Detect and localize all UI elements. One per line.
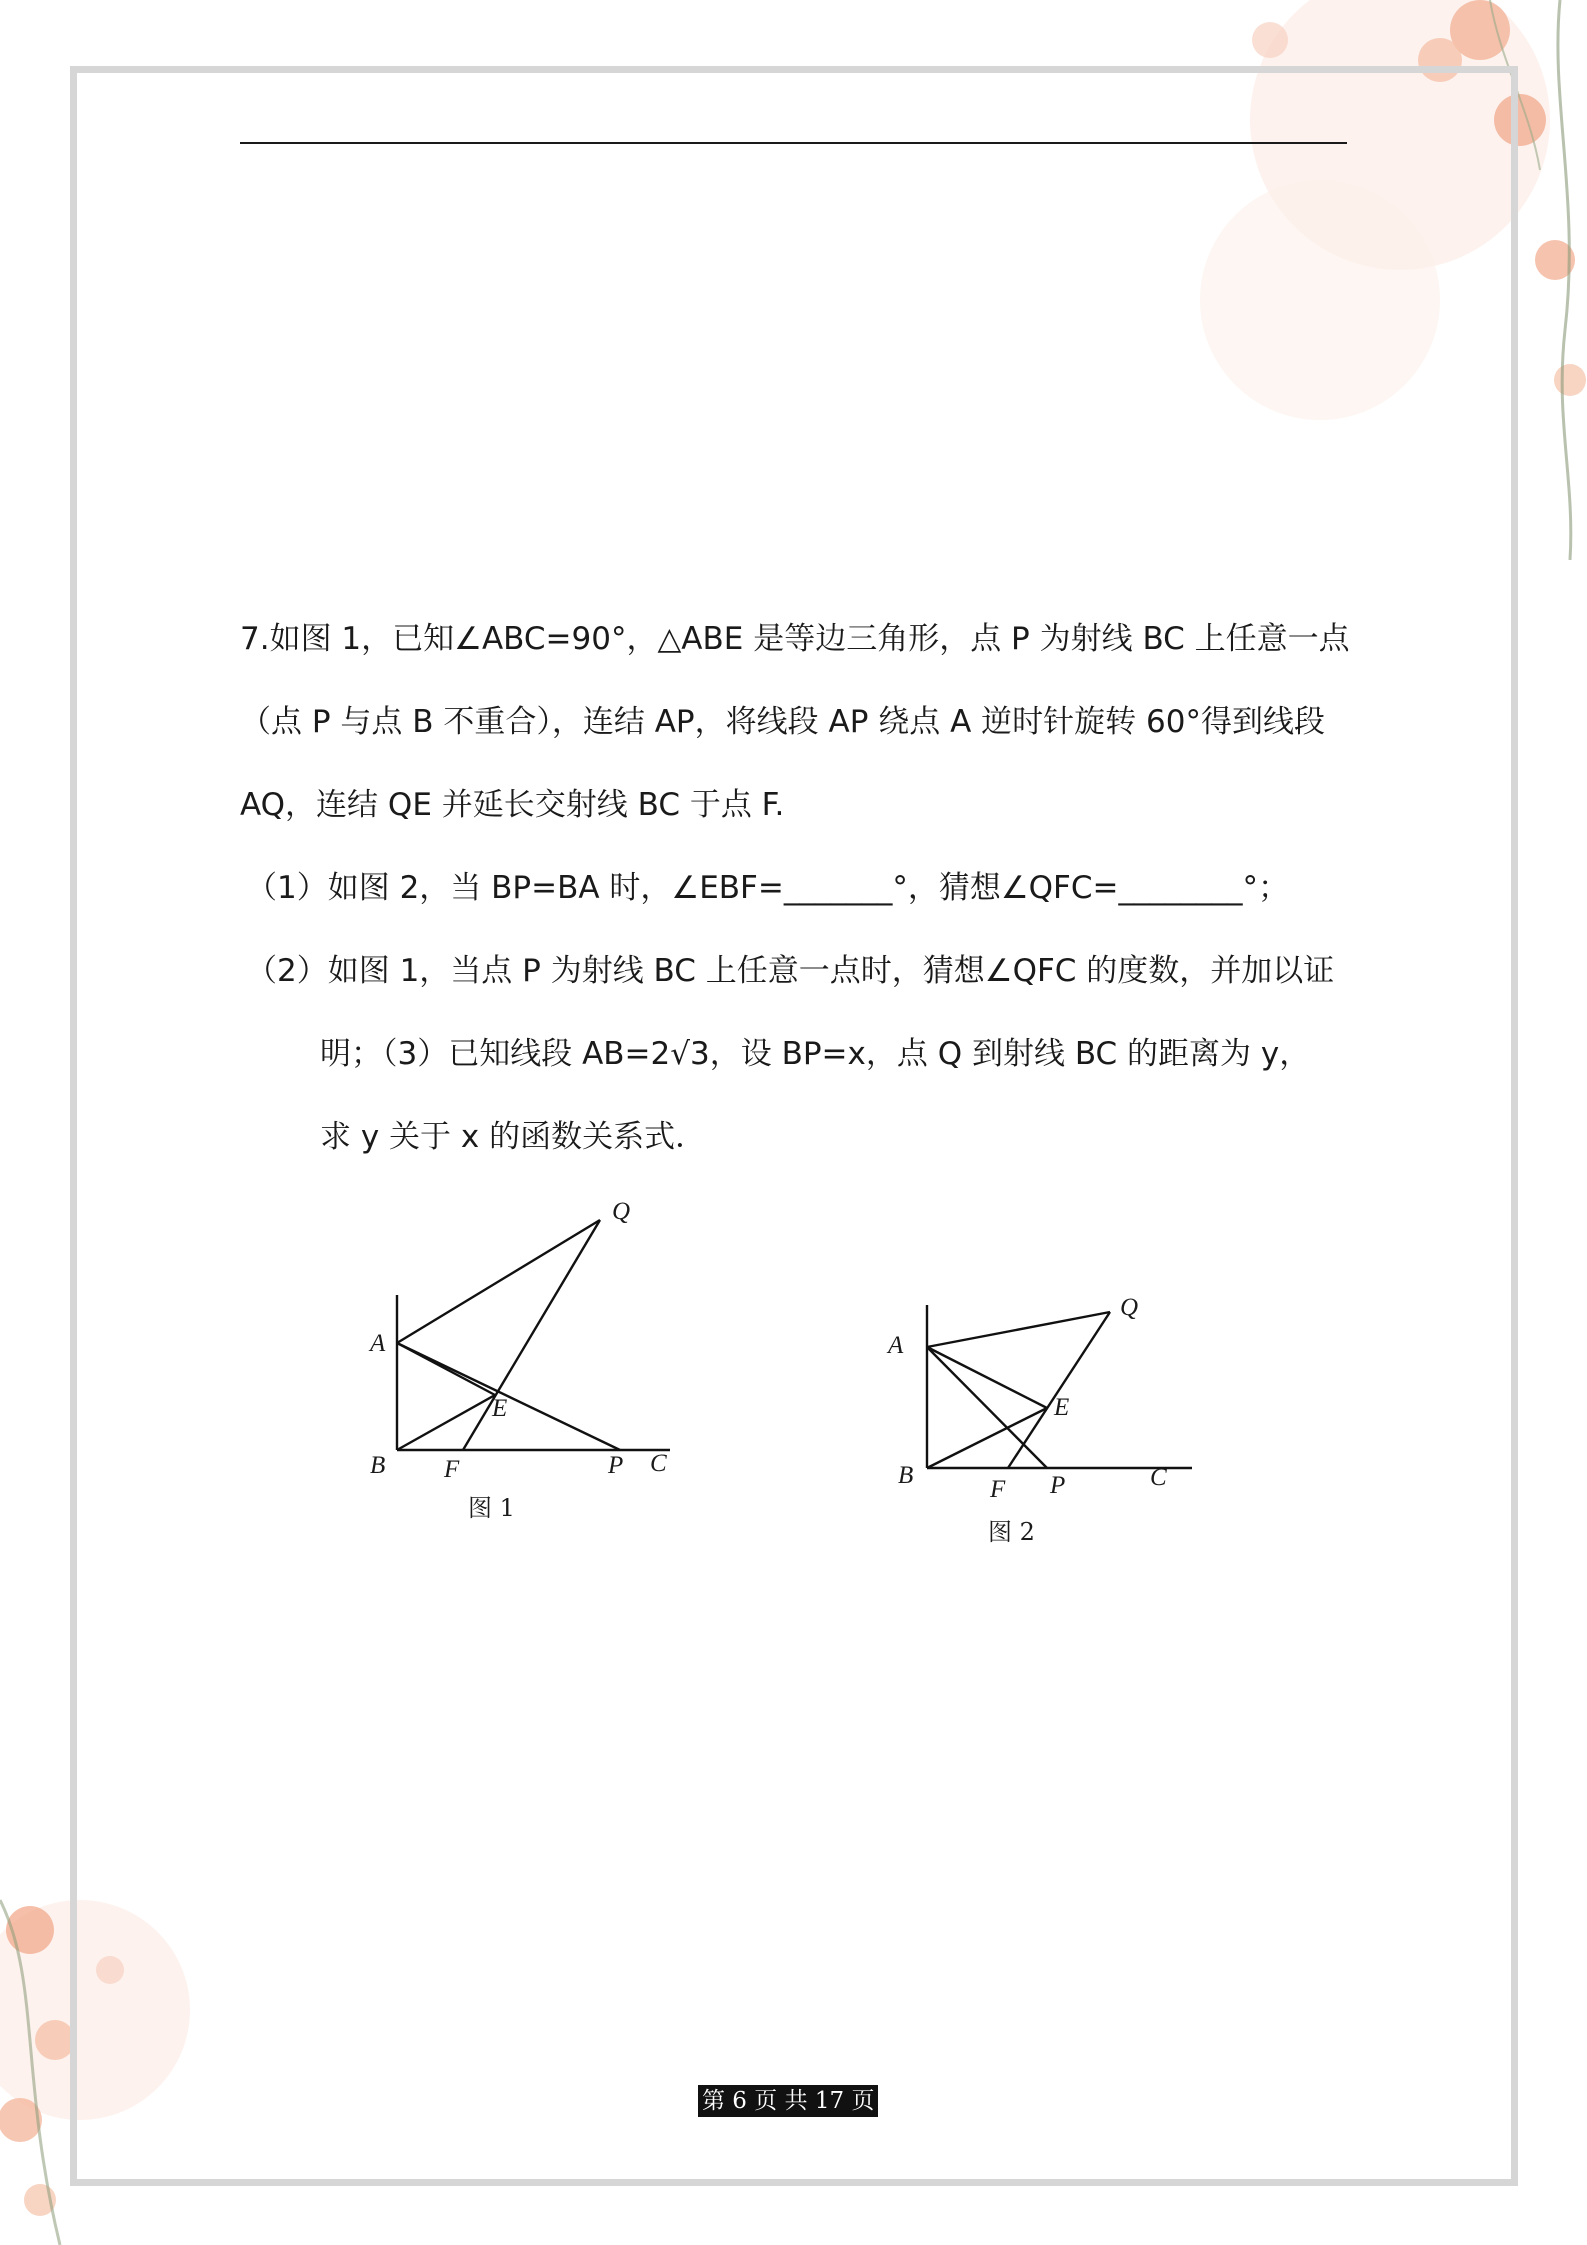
segment-ae <box>927 1347 1047 1408</box>
question-part-2: （2）如图 1，当点 P 为射线 BC 上任意一点时，猜想∠QFC 的度数，并加以证 <box>246 953 1335 989</box>
figure-1-label-c: C <box>650 1450 667 1477</box>
figure-2-diagram <box>880 1290 1210 1490</box>
problem-line: （点 P 与点 B 不重合），连结 AP，将线段 AP 绕点 A 逆时针旋转 60°得到线段 <box>240 704 1325 740</box>
figure-1-label-q: Q <box>612 1198 631 1225</box>
segment-ae <box>397 1343 495 1395</box>
figure-2-label-p: P <box>1050 1472 1066 1499</box>
question-part-2-continued: 明；（3）已知线段 AB=2√3，设 BP=x，点 Q 到射线 BC 的距离为 y， <box>320 1036 1311 1072</box>
figure-1-label-a: A <box>370 1330 386 1357</box>
segment-qf <box>1008 1312 1110 1468</box>
figure-1-diagram <box>360 1190 690 1470</box>
figure-2-label-f: F <box>990 1476 1006 1503</box>
segment-ap <box>397 1343 620 1450</box>
figure-2-label-q: Q <box>1120 1294 1139 1321</box>
figure-2-label-a: A <box>888 1332 904 1359</box>
figure-1 <box>360 1190 690 1530</box>
figure-2-label-c: C <box>1150 1464 1167 1491</box>
figure-2-caption: 图 2 <box>988 1518 1035 1546</box>
figure-1-label-b: B <box>370 1452 386 1479</box>
figure-2-label-b: B <box>898 1462 914 1489</box>
segment-aq <box>927 1312 1110 1347</box>
figure-1-caption: 图 1 <box>468 1494 515 1522</box>
segment-qf <box>463 1220 600 1450</box>
problem-text <box>240 598 1350 1179</box>
figure-2 <box>880 1290 1210 1550</box>
page-number: 第 6 页 共 17 页 <box>698 2085 878 2117</box>
problem-line: AQ，连结 QE 并延长交射线 BC 于点 F. <box>240 787 785 823</box>
problem-line: 7.如图 1，已知∠ABC=90°，△ABE 是等边三角形，点 P 为射线 BC 上任意一点 <box>240 621 1350 657</box>
question-part-1: （1）如图 2，当 BP=BA 时，∠EBF=_______°，猜想∠QFC=________°； <box>246 870 1290 906</box>
segment-aq <box>397 1220 600 1343</box>
figure-2-label-e: E <box>1054 1394 1070 1421</box>
figure-1-label-e: E <box>492 1395 508 1422</box>
header-rule <box>240 142 1347 144</box>
figure-1-label-f: F <box>444 1456 460 1483</box>
figure-1-label-p: P <box>608 1452 624 1479</box>
segment-ap <box>927 1347 1047 1468</box>
question-part-3: 求 y 关于 x 的函数关系式． <box>320 1119 707 1155</box>
